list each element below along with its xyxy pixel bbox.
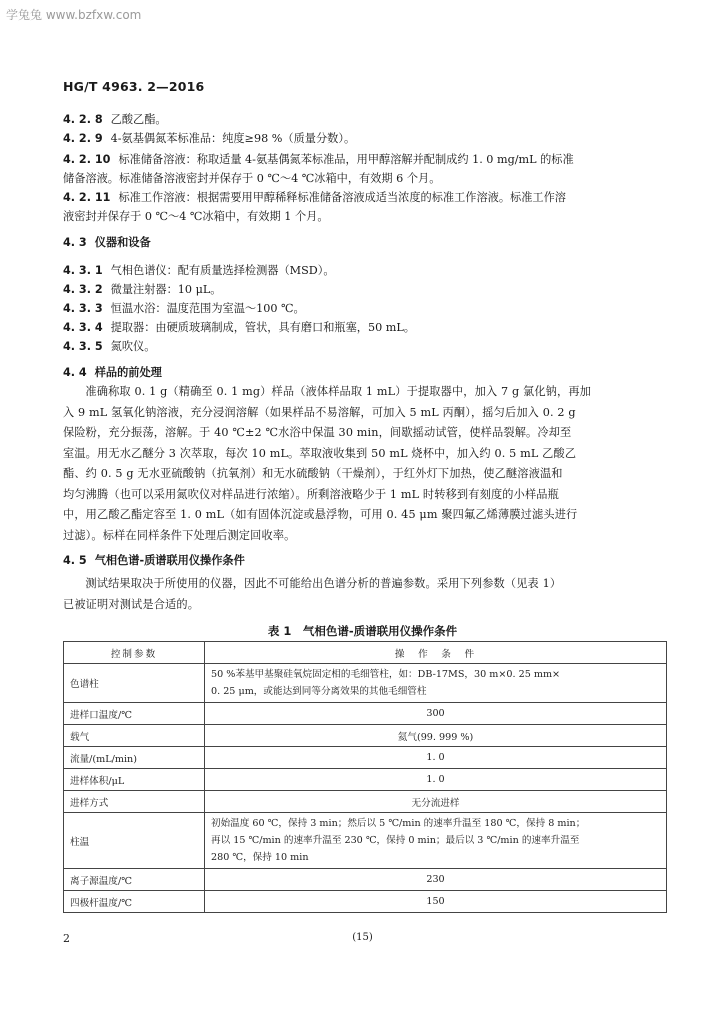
paragraph-line: 已被证明对测试是合适的。	[63, 597, 200, 611]
param-cell: 色谱柱	[64, 664, 205, 703]
item-text: 4-氨基偶氮苯标准品：纯度≥98 %（质量分数）。	[110, 132, 356, 145]
paragraph-4-5	[63, 574, 663, 615]
condition-cell	[205, 664, 667, 703]
condition-cell: 无分流进样	[205, 791, 667, 813]
item-4-2-8	[63, 111, 167, 127]
condition-line: 280 ℃，保持 10 min	[211, 852, 309, 863]
paragraph-line: 保险粉，充分振荡，溶解。于 40 ℃±2 ℃水浴中保温 30 min，间歇摇动试管，使样品裂解。冷却至	[63, 426, 572, 439]
section-4-4-heading	[63, 364, 162, 380]
section-4-3-heading	[63, 234, 151, 250]
condition-cell	[205, 813, 667, 869]
item-number: 4. 2. 9	[63, 132, 103, 145]
paragraph-line: 均匀沸腾（也可以采用氮吹仪对样品进行浓缩）。所剩溶液略少于 1 mL 时转移到有刻度的小样品瓶	[63, 487, 559, 501]
item-4-2-9	[63, 130, 355, 146]
condition-cell: 150	[205, 891, 667, 913]
item-text: 微量注射器：10 μL。	[110, 283, 222, 296]
header-cell-param: 控制参数	[64, 642, 205, 664]
param-cell: 进样体积/μL	[64, 769, 205, 791]
condition-line: 50 %苯基甲基聚硅氧烷固定相的毛细管柱，如：DB-17MS，30 m×0. 25 mm×	[211, 669, 561, 680]
table-row	[64, 791, 667, 813]
paragraph-4-4	[63, 382, 663, 546]
item-text: 乙酸乙酯。	[110, 113, 167, 126]
item-4-2-10-line1	[63, 151, 574, 167]
param-cell: 进样口温度/℃	[64, 703, 205, 725]
section-4-5-heading	[63, 552, 245, 568]
condition-line: 0. 25 μm，或能达到同等分离效果的其他毛细管柱	[211, 686, 427, 697]
param-cell: 流量/(mL/min)	[64, 747, 205, 769]
item-4-2-11-line2: 液密封并保存于 0 ℃～4 ℃冰箱中，有效期 1 个月。	[63, 210, 329, 223]
item-text: 气相色谱仪：配有质量选择检测器（MSD）。	[110, 264, 335, 277]
table-row	[64, 769, 667, 791]
item-text: 标准工作溶液：根据需要用甲醇稀释标准储备溶液成适当浓度的标准工作溶液。标准工作溶	[118, 191, 566, 204]
item-text: 标准储备溶液：称取适量 4-氨基偶氮苯标准品，用甲醇溶解并配制成约 1. 0 mg/mL 的标准	[118, 153, 574, 166]
param-cell: 四极杆温度/℃	[64, 891, 205, 913]
table-row	[64, 813, 667, 869]
condition-cell: 1. 0	[205, 769, 667, 791]
page-number: 2	[63, 932, 70, 945]
item-text: 恒温水浴：温度范围为室温～100 ℃。	[110, 302, 305, 315]
item-4-2-11-line1	[63, 189, 566, 205]
table-row	[64, 725, 667, 747]
table-row	[64, 891, 667, 913]
paragraph-line: 酯、约 0. 5 g 无水亚硫酸钠（抗氧剂）和无水硫酸钠（干燥剂），于红外灯下加热，使乙醚溶液温和	[63, 467, 563, 480]
item-4-2-10-line2: 储备溶液。标准储备溶液密封并保存于 0 ℃～4 ℃冰箱中，有效期 6 个月。	[63, 172, 441, 185]
table-row	[64, 664, 667, 703]
item-number: 4. 3. 4	[63, 321, 103, 334]
watermark: 学兔兔 www.bzfxw.com	[6, 8, 142, 22]
condition-cell: 300	[205, 703, 667, 725]
item-number: 4. 2. 8	[63, 113, 103, 126]
item-4-3-5	[63, 338, 155, 354]
paragraph-line: 测试结果取决于所使用的仪器，因此不可能给出色谱分析的普遍参数。采用下列参数（见表 1）	[85, 577, 562, 590]
table-row	[64, 747, 667, 769]
item-4-3-2	[63, 281, 221, 297]
item-number: 4. 3. 1	[63, 264, 103, 277]
table-row	[64, 869, 667, 891]
item-number: 4. 3. 3	[63, 302, 103, 315]
item-text: 氮吹仪。	[110, 340, 156, 353]
item-4-3-1	[63, 262, 335, 278]
header-cell-cond: 操 作 条 件	[205, 642, 667, 664]
item-4-3-3	[63, 300, 305, 316]
standard-code: HG/T 4963. 2—2016	[63, 79, 205, 94]
param-cell: 进样方式	[64, 791, 205, 813]
item-4-3-4	[63, 319, 415, 335]
condition-line: 再以 15 ℃/min 的速率升温至 230 ℃，保持 0 min；最后以 3 ℃/min 的速率升温至	[211, 835, 580, 846]
section-number: 4. 4	[63, 366, 87, 379]
item-number: 4. 3. 2	[63, 283, 103, 296]
condition-cell: 1. 0	[205, 747, 667, 769]
section-title: 样品的前处理	[94, 366, 162, 379]
section-number: 4. 3	[63, 236, 87, 249]
item-text: 提取器：由硬质玻璃制成，管状，具有磨口和瓶塞，50 mL。	[110, 321, 415, 334]
paragraph-line: 入 9 mL 氢氧化钠溶液，充分浸润溶解（如果样品不易溶解，可加入 5 mL 丙酮），摇匀后加入 0. 2 g	[63, 405, 576, 419]
operating-conditions-table	[63, 641, 667, 913]
paragraph-line: 准确称取 0. 1 g（精确至 0. 1 mg）样品（液体样品取 1 mL）于提取器中，加入 7 g 氯化钠，再加	[85, 385, 592, 398]
table-row	[64, 703, 667, 725]
paragraph-line: 室温。用无水乙醚分 3 次萃取，每次 10 mL。萃取液收集到 50 mL 烧杯中，加入约 0. 5 mL 乙酸乙	[63, 446, 577, 460]
param-cell: 载气	[64, 725, 205, 747]
item-number: 4. 2. 11	[63, 191, 111, 204]
item-number: 4. 3. 5	[63, 340, 103, 353]
item-number: 4. 2. 10	[63, 153, 111, 166]
paragraph-line: 中，用乙酸乙酯定容至 1. 0 mL（如有固体沉淀或悬浮物，可用 0. 45 μm 聚四氟乙烯薄膜过滤头进行	[63, 508, 578, 521]
section-title: 仪器和设备	[94, 236, 151, 249]
paragraph-line: 过滤）。标样在同样条件下处理后测定回收率。	[63, 528, 296, 542]
param-cell: 柱温	[64, 813, 205, 869]
param-cell: 离子源温度/℃	[64, 869, 205, 891]
condition-cell: 氦气(99. 999 %)	[205, 725, 667, 747]
section-title: 气相色谱-质谱联用仪操作条件	[94, 554, 245, 567]
page-center-number: (15)	[352, 932, 373, 943]
condition-cell: 230	[205, 869, 667, 891]
section-number: 4. 5	[63, 554, 87, 567]
condition-line: 初始温度 60 ℃，保持 3 min；然后以 5 ℃/min 的速率升温至 180 ℃，保持 8 min；	[211, 818, 586, 829]
table-header-row	[64, 642, 667, 664]
table-caption: 表 1 气相色谱-质谱联用仪操作条件	[267, 624, 458, 638]
